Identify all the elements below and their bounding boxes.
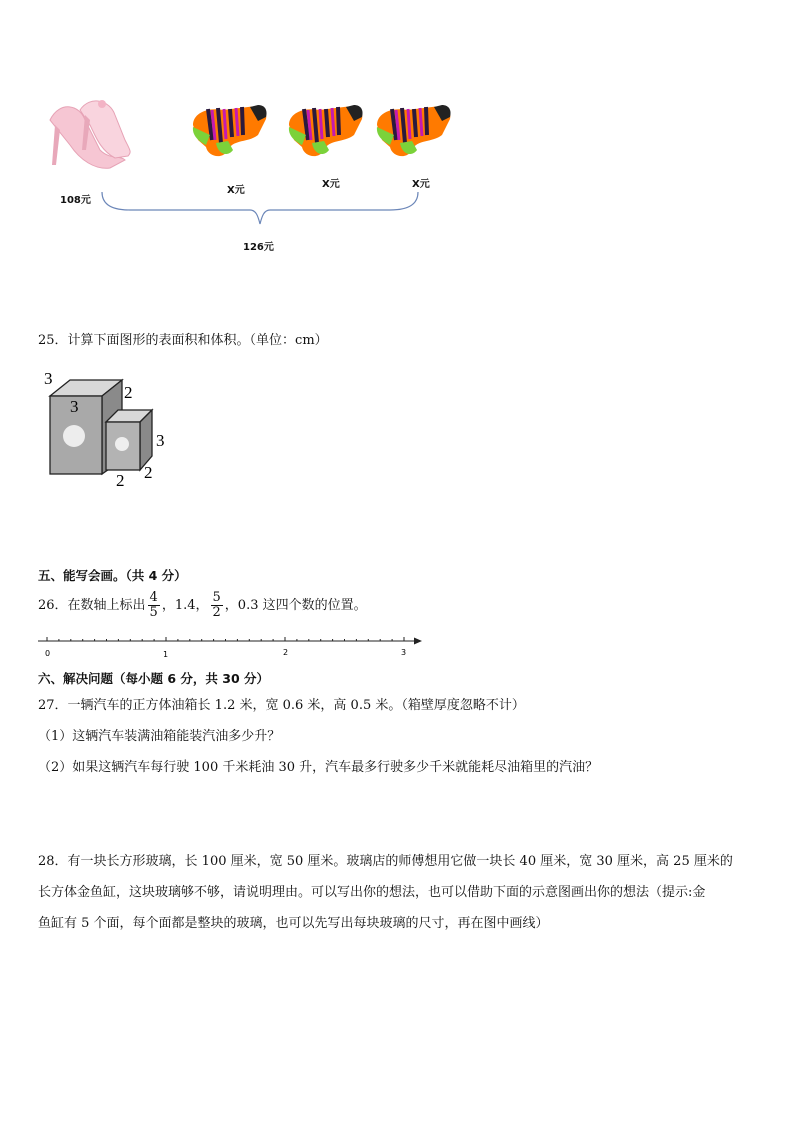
- fraction-4-5-denominator: 5: [149, 605, 158, 620]
- q25-box-figure: [38, 366, 173, 491]
- number-line: [36, 634, 426, 662]
- small-box-width-label: 2: [144, 463, 153, 482]
- shoe-price-label: 108元: [60, 195, 91, 206]
- q28-line-1: 28．有一块长方形玻璃，长 100 厘米，宽 50 厘米。玻璃店的师傅想用它做一块长 40 厘米，宽 30 厘米，高 25 厘米的: [38, 854, 733, 869]
- big-box-height-label: 3: [44, 369, 53, 388]
- q24-figure: [30, 85, 470, 260]
- fraction-5-2-denominator: 2: [212, 605, 221, 620]
- sock-image-3: [372, 95, 457, 165]
- axis-label-1: 1: [163, 650, 169, 659]
- q28-text: [38, 846, 768, 939]
- big-box-length-label: 3: [70, 397, 79, 416]
- axis-label-0: 0: [45, 649, 51, 658]
- sock-price-label-3: X元: [412, 179, 430, 190]
- sock-image-2: [284, 95, 369, 165]
- sock-image-1: [188, 95, 273, 165]
- q27-part2: （2）如果这辆汽车每行驶 100 千米耗油 30 升，汽车最多行驶多少千米就能耗尽油箱里的汽油？: [38, 760, 599, 775]
- small-box-height-label: 3: [156, 431, 165, 450]
- sock-price-label-2: X元: [322, 179, 340, 190]
- axis-label-3: 3: [401, 648, 407, 657]
- high-heel-shoes-image: [40, 90, 135, 180]
- q28-line-2: 长方体金鱼缸，这块玻璃够不够，请说明理由。可以写出你的想法，也可以借助下面的示意图画出你的想法（提示:金: [38, 885, 706, 900]
- section5-title: 五、能写会画。（共 4 分）: [38, 568, 187, 583]
- q27-part1: （1）这辆汽车装满油箱能装汽油多少升？: [38, 729, 281, 744]
- fraction-4-5: [148, 591, 160, 620]
- total-brace: [100, 190, 420, 230]
- q26-prefix: 26．在数轴上标出: [38, 598, 146, 613]
- q25-text: 25．计算下面图形的表面积和体积。（单位：cm）: [38, 333, 328, 348]
- total-price-label: 126元: [243, 242, 274, 253]
- axis-label-2: 2: [283, 648, 289, 657]
- q28-line-3: 鱼缸有 5 个面，每个面都是整块的玻璃，也可以先写出每块玻璃的尺寸，再在图中画线）: [38, 916, 549, 931]
- q27-text: 27．一辆汽车的正方体油箱长 1.2 米，宽 0.6 米，高 0.5 米。（箱壁厚度忽略不计）: [38, 698, 525, 713]
- q26-separator: ，1.4，: [161, 598, 209, 613]
- small-box-length-label: 2: [116, 471, 125, 490]
- big-box-width-label: 2: [124, 383, 133, 402]
- q26-suffix: ，0.3 这四个数的位置。: [224, 598, 367, 613]
- fraction-5-2-numerator: 5: [212, 590, 221, 605]
- fraction-5-2: [211, 591, 223, 620]
- q26-text: [38, 590, 367, 622]
- fraction-4-5-numerator: 4: [149, 590, 158, 605]
- section6-title: 六、解决问题（每小题 6 分，共 30 分）: [38, 671, 270, 686]
- sock-price-label-1: X元: [227, 185, 245, 196]
